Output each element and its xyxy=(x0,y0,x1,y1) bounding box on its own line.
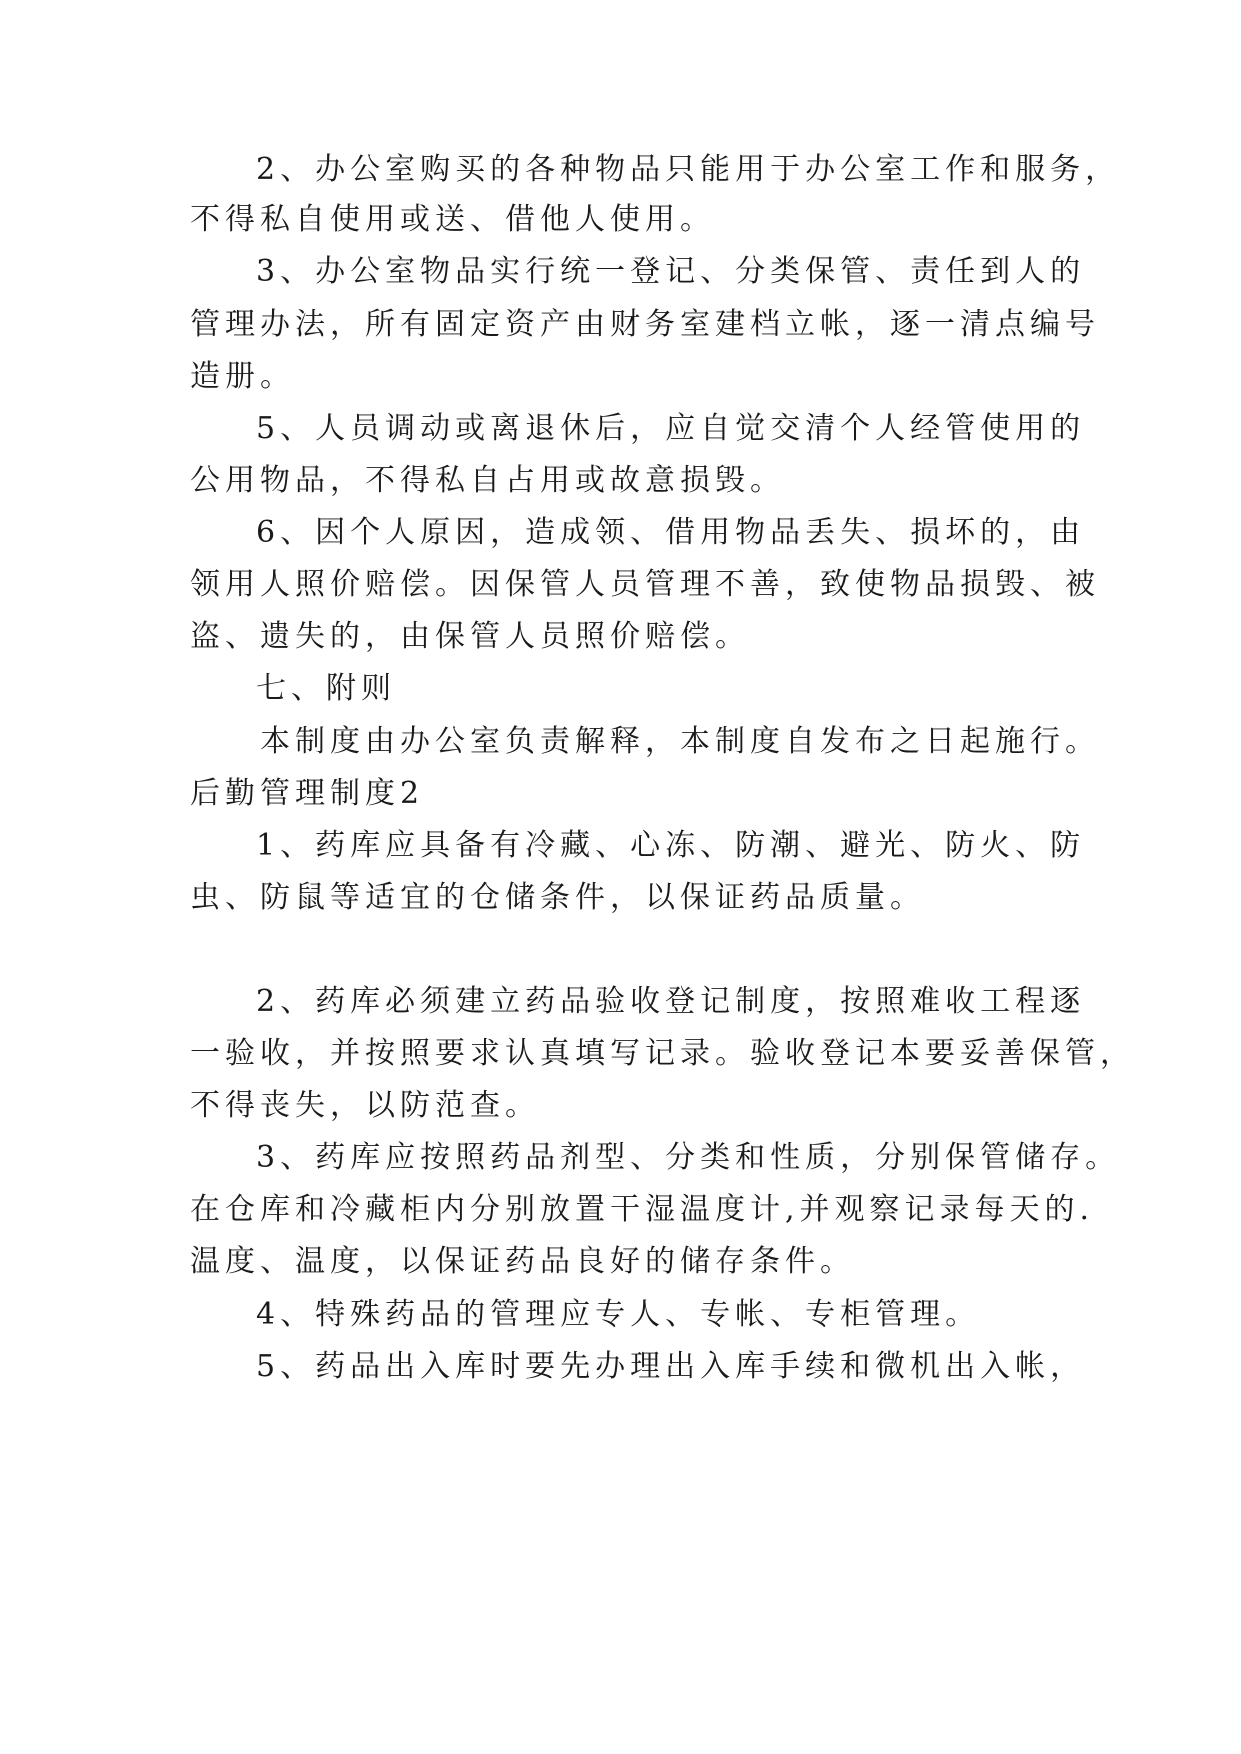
paragraph-line: 2、药库必须建立药品验收登记制度，按照难收工程逐 xyxy=(256,984,1086,1019)
paragraph-line: 在仓库和冷藏柜内分别放置干湿温度计,并观察记录每天的. xyxy=(190,1192,1095,1227)
paragraph-line: 4、特殊药品的管理应专人、专帐、专柜管理。 xyxy=(256,1297,981,1332)
paragraph-line: 3、药库应按照药品剂型、分类和性质，分别保管储存。 xyxy=(256,1140,1121,1175)
paragraph-line: 本制度由办公室负责解释，本制度自发布之日起施行。 xyxy=(260,724,1100,759)
section-heading: 七、附则 xyxy=(256,671,396,706)
paragraph-line: 3、办公室物品实行统一登记、分类保管、责任到人的 xyxy=(256,254,1086,289)
paragraph-line: 虫、防鼠等适宜的仓储条件，以保证药品质量。 xyxy=(190,880,925,915)
document-title: 后勤管理制度2 xyxy=(190,776,425,811)
paragraph-line: 不得丧失，以防范查。 xyxy=(190,1088,540,1123)
paragraph-line: 盗、遗失的，由保管人员照价赔偿。 xyxy=(190,619,750,654)
paragraph-line: 管理办法，所有固定资产由财务室建档立帐，逐一清点编号 xyxy=(190,307,1100,342)
paragraph-line: 领用人照价赔偿。因保管人员管理不善，致使物品损毁、被 xyxy=(190,567,1100,602)
paragraph-line: 不得私自使用或送、借他人使用。 xyxy=(190,202,715,237)
paragraph-line: 温度、温度，以保证药品良好的储存条件。 xyxy=(190,1244,855,1279)
paragraph-line: 一验收，并按照要求认真填写记录。验收登记本要妥善保管， xyxy=(190,1036,1135,1071)
paragraph-line: 公用物品，不得私自占用或故意损毁。 xyxy=(190,463,785,498)
paragraph-line: 1、药库应具备有冷藏、心冻、防潮、避光、防火、防 xyxy=(256,828,1086,863)
paragraph-line: 6、因个人原因，造成领、借用物品丢失、损坏的，由 xyxy=(256,515,1086,550)
paragraph-line: 造册。 xyxy=(190,359,295,394)
paragraph-line: 5、人员调动或离退休后，应自觉交清个人经管使用的 xyxy=(256,411,1086,446)
paragraph-line: 2、办公室购买的各种物品只能用于办公室工作和服务， xyxy=(256,152,1121,187)
paragraph-line: 5、药品出入库时要先办理出入库手续和微机出入帐， xyxy=(256,1349,1086,1384)
